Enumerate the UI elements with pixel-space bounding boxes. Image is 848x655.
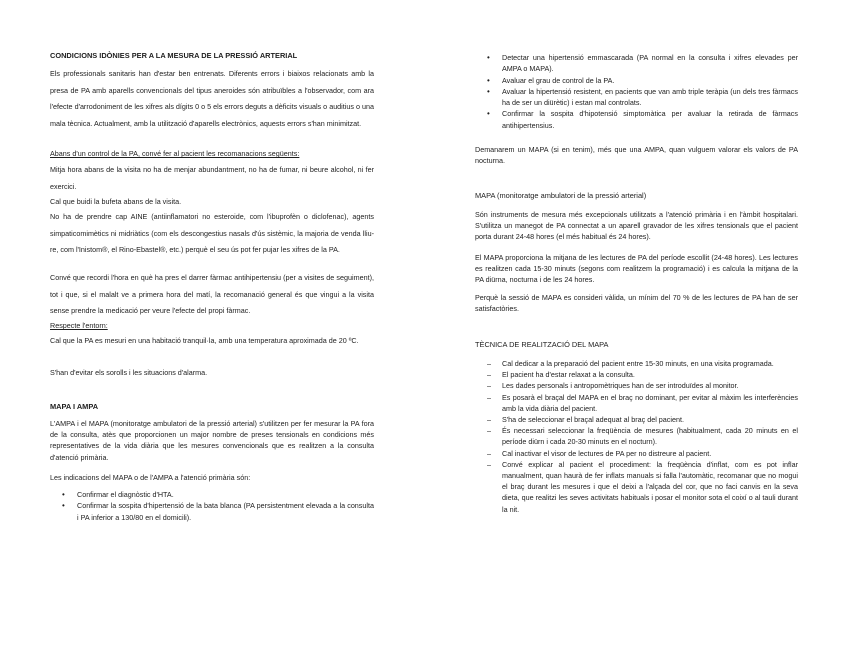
list-item: – El pacient ha d'estar relaxat a la consulta.: [475, 369, 798, 380]
paragraph-room: Cal que la PA es mesuri en una habitació tranquil·la, amb una temperatura aproximada de 20 ºC.: [50, 336, 359, 345]
heading-mapa: MAPA (monitoratge ambulatori de la pressió arterial): [475, 191, 647, 200]
indications-list-right: [475, 52, 798, 131]
paragraph-bladder: Cal que buidi la bufeta abans de la visita.: [50, 197, 182, 206]
paragraph-indications: Les indicacions del MAPA o de l'AMPA a l'atenció primària són:: [50, 473, 251, 482]
paragraph-request: Demanarem un MAPA (si en tenim), més que una AMPA, quan vulguem valorar els valors de PA nocturna.: [475, 145, 798, 166]
list-item: – Convé explicar al pacient el procediment: la freqüència d'inflat, com es pot inflar manualment, quan haurà de fer inflats manuals si falla l'automàtic, recomanar que no mogui el braç durant les mesures i que el deixi a l'alçada del cor, que no faci canvis en la seva dieta, que realitzi les seves activitats habituals i posar el monitor sota el coixí o al tauli durant la nit.: [475, 459, 798, 515]
paragraph-instruments: Són instruments de mesura més excepcionals utilitzats a l'atenció primària i en l'àmbit hospitalari. S'utilitza un manegot de PA connectat a un aparell gravador de les xifres tensionals que el pacient porta durant 24-48 hores (el més habitual és 24 hores).: [475, 210, 798, 242]
paragraph-valid: Perquè la sessió de MAPA es consideri vàlida, un mínim del 70 % de les lectures de PA han de ser satisfactòries.: [475, 293, 798, 314]
list-item: • Confirmar la sospita d'hipertensió de la bata blanca (PA persistentment elevada a la consulta i PA inferior a 130/80 en el domicili).: [50, 500, 374, 523]
paragraph-average: El MAPA proporciona la mitjana de les lectures de PA del període escollit (24-48 hores). Les lectures es realitzen cada 15-30 minuts (segons com realitzem la programació) i es calcula la mitjana de la PA diürna, nocturna i de les 24 hores.: [475, 253, 798, 285]
heading-mapa-ampa: MAPA I AMPA: [50, 402, 99, 411]
list-item: • Confirmar la sospita d'hipotensió simptomàtica per avaluar la retirada de fàrmacs antihipertensius.: [475, 108, 798, 131]
technique-list: [475, 358, 798, 515]
paragraph-noise: S'han d'evitar els sorolls i les situacions d'alarma.: [50, 368, 208, 377]
subheading-environment: Respecte l'entorn:: [50, 321, 108, 330]
heading-technique: TÈCNICA DE REALITZACIÓ DEL MAPA: [475, 340, 609, 349]
list-item: – Es posarà el braçal del MAPA en el braç no dominant, per evitar al màxim les interferències amb la vida diària del pacient.: [475, 392, 798, 414]
list-item: – És necessari seleccionar la freqüència de mesures (habitualment, cada 20 minuts en el període diürn i cada 20-30 minuts en el nocturn).: [475, 425, 798, 447]
list-item: – Cal dedicar a la preparació del pacient entre 15-30 minuts, en una visita programada.: [475, 358, 798, 369]
heading-conditions: CONDICIONS IDÒNIES PER A LA MESURA DE LA PRESSIÓ ARTERIAL: [50, 51, 298, 60]
list-item: – Les dades personals i antropomètriques han de ser introduïdes al monitor.: [475, 380, 798, 391]
paragraph-professionals: Els professionals sanitaris han d'estar ben entrenats. Diferents errors i biaixos relacionats amb la presa de PA amb aparells convencionals del tipus aneroides són atribuïbles a l'observador, com ara l'efecte d'arrodoniment de les xifres als dígits 0 o 5 els errors deguts a dèficits visuals o auditius o una mala tècnica. Actualment, amb la utilització d'aparells electrònics, aquests errors s'han minimitzat.: [50, 69, 374, 128]
paragraph-nsaids: No ha de prendre cap AINE (antiinflamatori no esteroide, com l'ibuprofèn o diclofenac), agents simpaticomimètics ni midriàtics (com els descongestius nasals d'ús sistèmic, la majoria de venda lliu- re, com l'Inistom®, el Rino-Ebastel®, etc.) perquè el seu ús pot fer pujar les xifres de la PA.: [50, 212, 374, 254]
indications-list-left: [50, 489, 374, 523]
paragraph-meal: Mitja hora abans de la visita no ha de menjar abundantment, no ha de fumar, ni beure alcohol, ni fer exercici.: [50, 165, 374, 191]
list-item: • Avaluar la hipertensió resistent, en pacients que van amb triple teràpia (un dels tres fàrmacs ha de ser un diürètic) i estan mal controlats.: [475, 86, 798, 109]
list-item: • Confirmar el diagnòstic d'HTA.: [50, 489, 374, 500]
list-item: – S'ha de seleccionar el braçal adequat al braç del pacient.: [475, 414, 798, 425]
subheading-before-control: Abans d'un control de la PA, convé fer al pacient les recomanacions següents:: [50, 149, 300, 158]
list-item: • Detectar una hipertensió emmascarada (PA normal en la consulta i xifres elevades per AMPA o MAPA).: [475, 52, 798, 75]
list-item: • Avaluar el grau de control de la PA.: [475, 75, 798, 86]
paragraph-ampa-mapa: L'AMPA i el MAPA (monitoratge ambulatori de la pressió arterial) s'utilitzen per fer mesurar la PA fora de la consulta, atès que proporcionen un major nombre de preses tensionals en condicions més representatives de la vida diària que les mesures convencionals que es realitzen a la consulta d'atenció primària.: [50, 419, 374, 462]
paragraph-schedule: Convé que recordi l'hora en què ha pres el darrer fàrmac antihipertensiu (per a visites de seguiment), tot i que, si el malalt ve a primera hora del matí, la recomanació general és que vingui a la visita sense prendre la medicació per veure l'efecte del propi fàrmac.: [50, 273, 374, 315]
list-item: – Cal inactivar el visor de lectures de PA per no distreure al pacient.: [475, 448, 798, 459]
